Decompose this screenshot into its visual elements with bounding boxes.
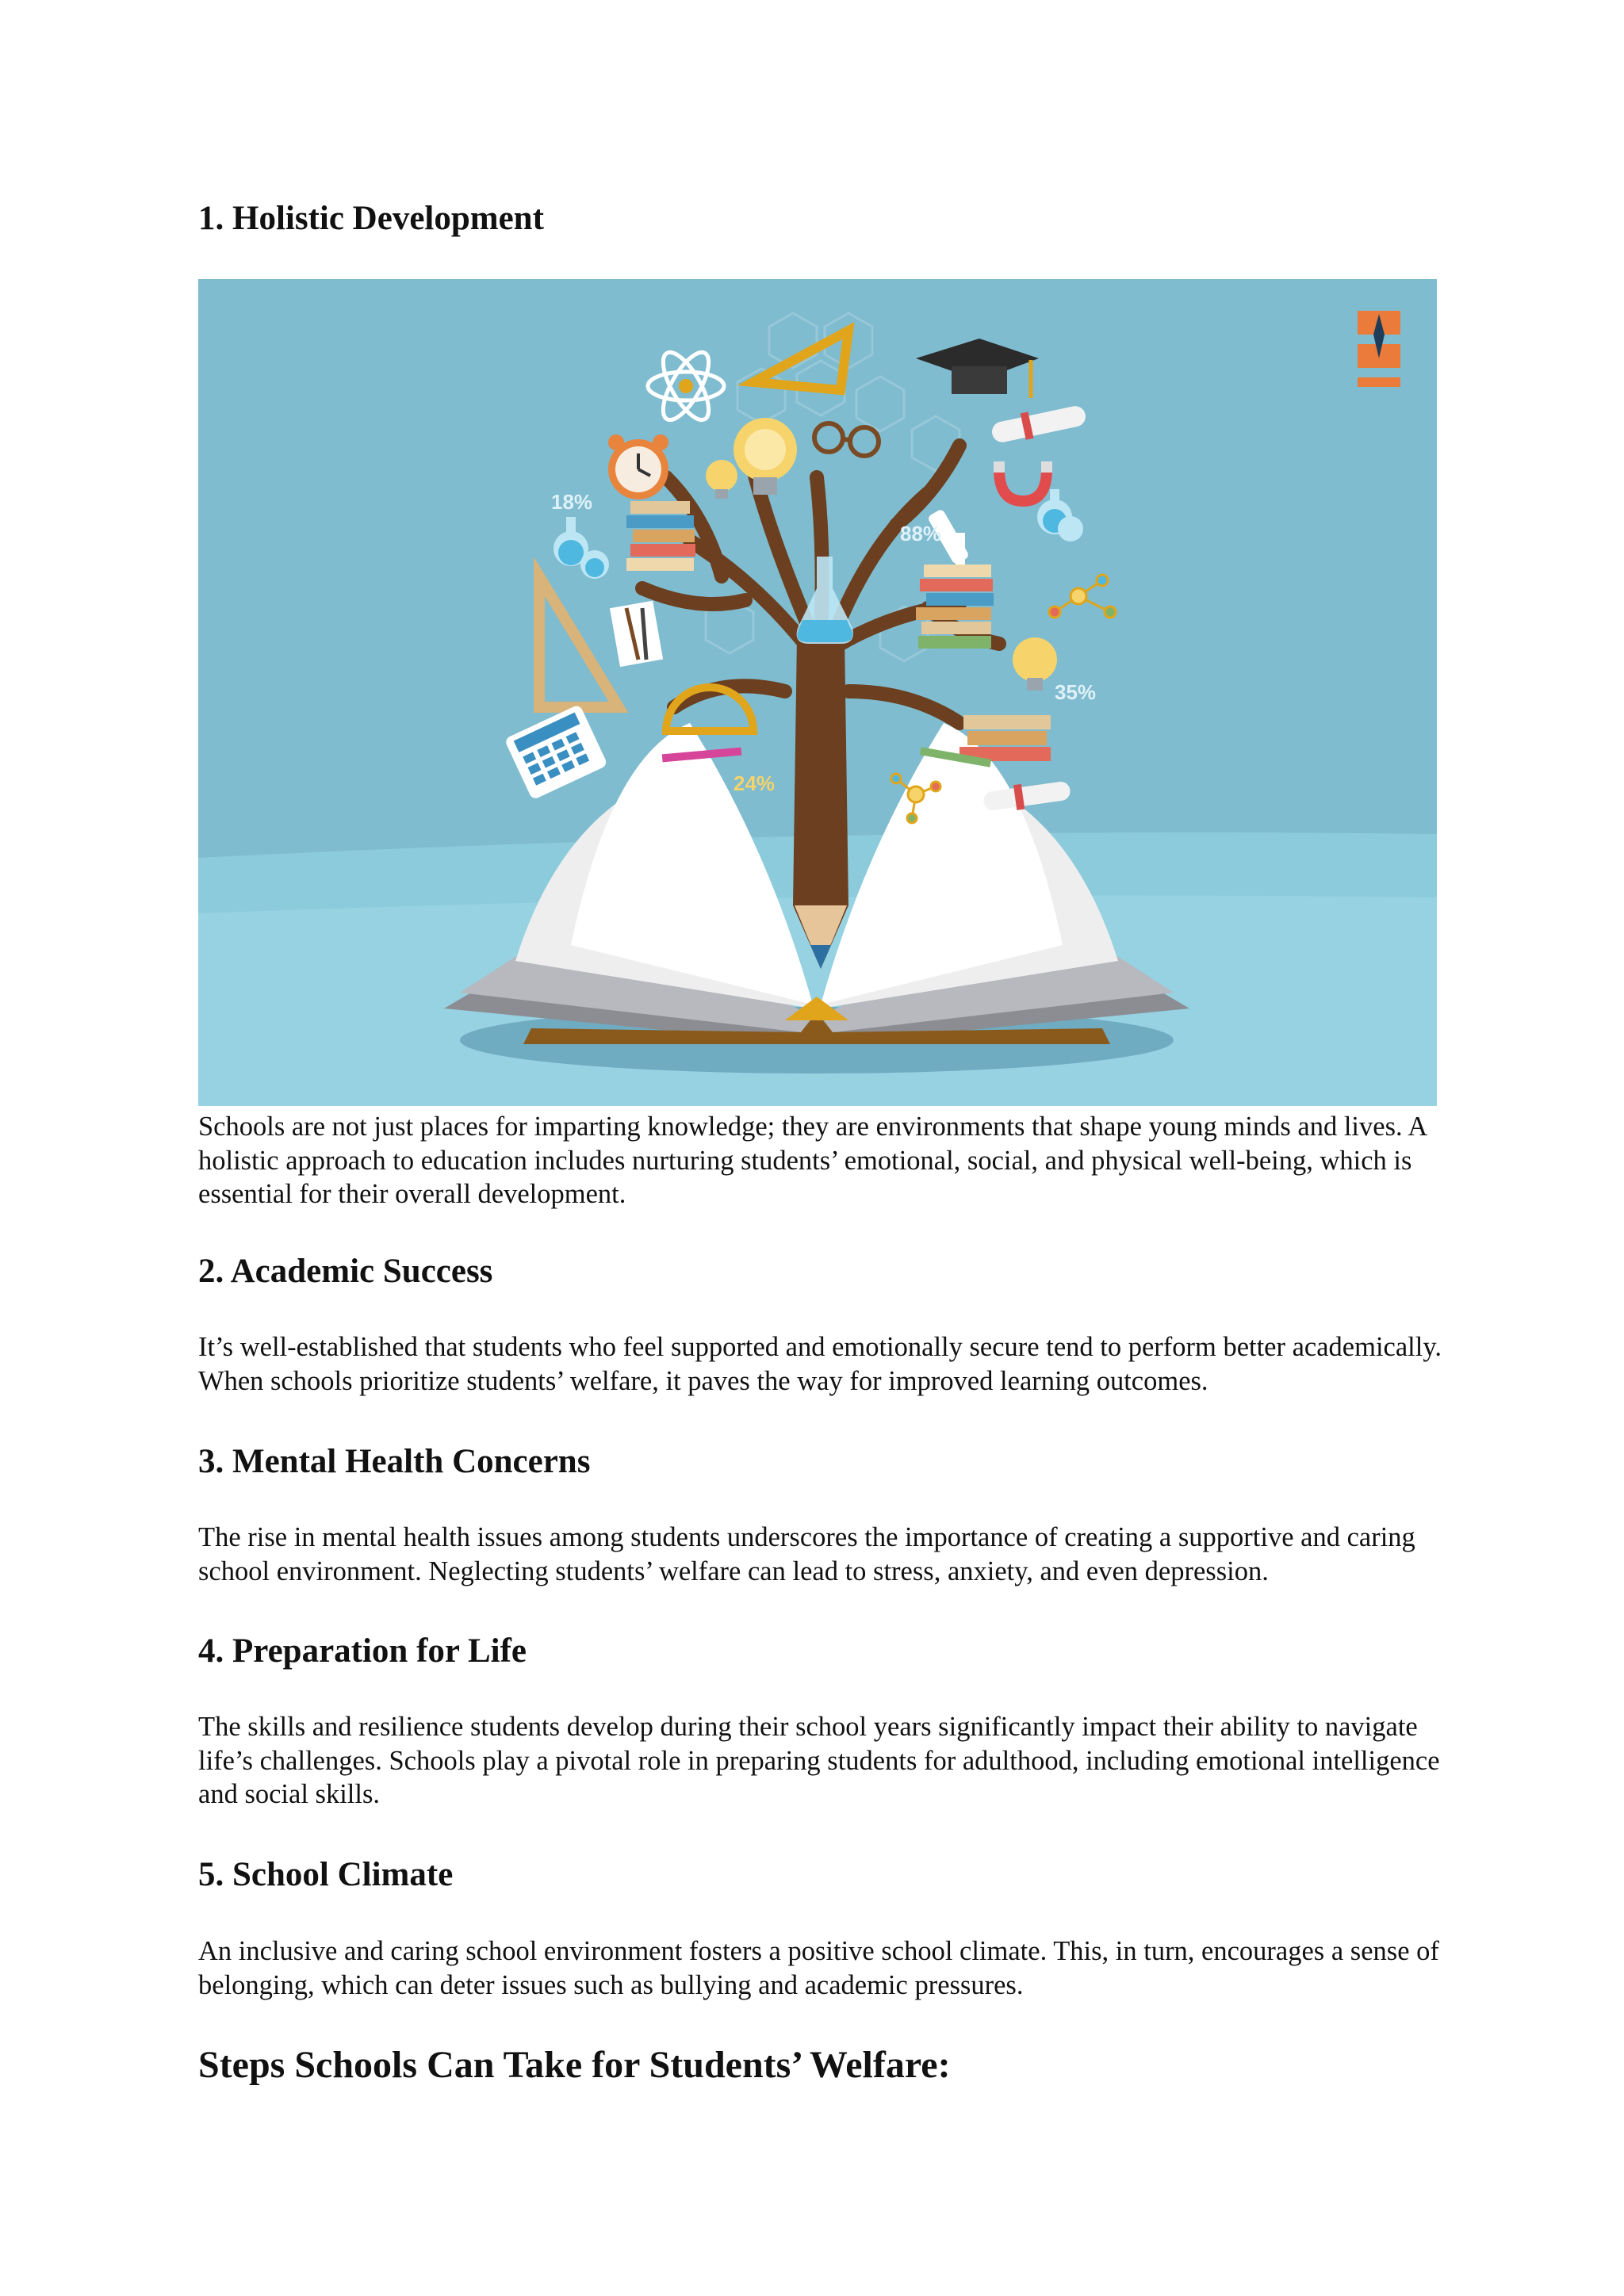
heading-steps-schools-can-take: Steps Schools Can Take for Students’ Welfare:	[198, 2044, 951, 2086]
percent-label-18: 18%	[551, 490, 593, 514]
heading-academic-success: 2. Academic Success	[198, 1253, 493, 1290]
paragraph-school-climate: An inclusive and caring school environment fosters a positive school climate. This, in turn, encourages a sense of belonging, which can deter issues such as bullying and academic pressures.	[198, 1936, 1439, 2000]
heading-preparation-for-life: 4. Preparation for Life	[198, 1632, 527, 1670]
paragraph-holistic-development: Schools are not just places for imparting knowledge; they are environments that shape young minds and lives. A holistic approach to education includes nurturing students’ emotional, social, and physical well-being, which is essential for their overall development.	[198, 1112, 1427, 1209]
heading-mental-health-concerns: 3. Mental Health Concerns	[198, 1443, 591, 1480]
percent-label-88: 88%	[900, 522, 942, 545]
book-stack-icon	[626, 501, 695, 571]
heading-holistic-development: 1. Holistic Development	[198, 200, 544, 237]
education-tree-illustration	[198, 279, 1437, 1106]
heading-school-climate: 5. School Climate	[198, 1856, 454, 1893]
alarm-clock-icon	[608, 434, 668, 499]
paragraph-academic-success: It’s well-established that students who feel supported and emotionally secure tend to perform better academically. When schools prioritize students’ welfare, it paves the way for improved learning outcomes.	[198, 1332, 1442, 1396]
percent-label-24: 24%	[733, 771, 776, 795]
book-stack-icon-3	[959, 715, 1051, 761]
paragraph-preparation-for-life: The skills and resilience students develop during their school years significantly impact their ability to navigate life’s challenges. Schools play a pivotal role in preparing students for adulthood, including emotional intelligence and social skills.	[198, 1712, 1440, 1809]
paragraph-mental-health-concerns: The rise in mental health issues among students underscores the importance of creating a supportive and caring school environment. Neglecting students’ welfare can lead to stress, anxiety, and even depression.	[198, 1522, 1415, 1586]
percent-label-35: 35%	[1055, 680, 1097, 704]
